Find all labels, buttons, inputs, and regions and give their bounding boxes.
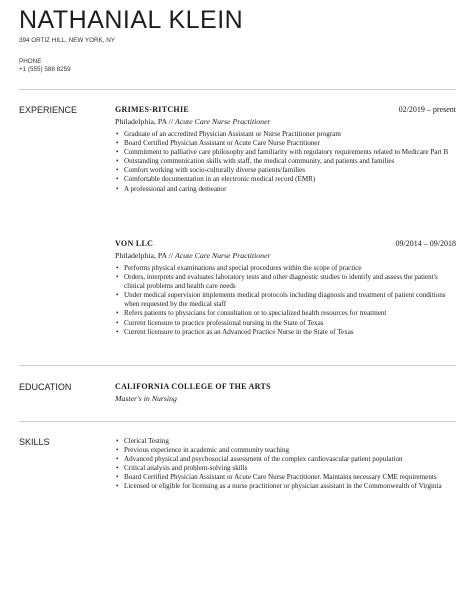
list-item: • Orders, interprets and evaluates laboratory tests and other diagnostic studies to identify and assess the patient's clinical problems and health care needs — [115, 273, 456, 291]
education-entry — [115, 382, 456, 404]
list-item: • Licensed or eligible for licensing as a nurse practitioner or physician assistant in the Commonwealth of Virginia — [115, 482, 456, 491]
section-title-experience: EXPERIENCE — [19, 105, 78, 115]
education-degree-text: Master's in Nursing — [115, 394, 177, 403]
job-company: VON LLC — [115, 239, 154, 248]
section-title-skills: SKILLS — [19, 437, 50, 447]
divider — [19, 421, 456, 422]
list-item: • Board Certified Physician Assistant or Acute Care Nurse Practitioner — [115, 139, 456, 148]
job-title: Acute Care Nurse Practitioner — [174, 251, 271, 260]
job-bullets — [115, 130, 456, 194]
job-entry — [115, 239, 456, 337]
job-location: Philadelphia, PA — [115, 117, 167, 126]
phone-number[interactable]: +1 (555) 588 8259 — [19, 66, 71, 73]
list-item: • Performs physical examinations and special procedures within the scope of practice — [115, 264, 456, 273]
list-item: • Clerical Testing — [115, 437, 456, 446]
list-item: • Outstanding communication skills with staff, the medical community, and patients and families — [115, 157, 456, 166]
job-separator: // — [166, 251, 175, 260]
job-company: GRIMES-RITCHIE — [115, 105, 189, 114]
list-item: • Comfort working with socio-culturally diverse patients/families — [115, 166, 456, 175]
education-degree — [115, 394, 456, 404]
job-separator: // — [166, 117, 175, 126]
list-item: • Graduate of an accredited Physician Assistant or Nurse Practitioner program — [115, 130, 456, 139]
job-location: Philadelphia, PA — [115, 251, 167, 260]
skills-bullets — [115, 437, 456, 492]
list-item: • Previous experience in academic and community teaching — [115, 446, 456, 455]
job-dates: 09/2014 – 09/2018 — [395, 239, 456, 248]
divider — [19, 365, 456, 366]
job-bullets — [115, 264, 456, 337]
list-item: • Commitment to palliative care philosophy and familiarity with regulatory requirements related to Medicare Part B — [115, 148, 456, 157]
list-item: • Current licensure to practice professional nursing in the State of Texas — [115, 319, 456, 328]
candidate-address: 394 ORTIZ HILL, NEW YORK, NY — [19, 37, 115, 44]
list-item: • Under medical supervision implements medical protocols including diagnosis and treatment of patient conditions when requested by the medical staff — [115, 291, 456, 309]
job-dates: 02/2019 – present — [398, 105, 456, 114]
list-item: • Advanced physical and psychosocial assessment of the complex cardiovascular patient population — [115, 455, 456, 464]
job-title: Acute Care Nurse Practitioner — [174, 117, 271, 126]
section-title-education: EDUCATION — [19, 382, 72, 392]
education-school: CALIFORNIA COLLEGE OF THE ARTS — [115, 382, 271, 391]
list-item: • Comfortable documentation in an electronic medical record (EMR) — [115, 175, 456, 184]
list-item: • A professional and caring demeanor — [115, 185, 456, 194]
list-item: • Refers patients to physicians for consultation or to specialized health resources for treatment — [115, 309, 456, 318]
job-entry — [115, 105, 456, 194]
job-subtitle — [115, 117, 456, 127]
list-item: • Board Certified Physician Assistant or Acute Care Nurse Practitioner. Maintains necessary CME requirements — [115, 473, 456, 482]
phone-label: PHONE — [19, 58, 42, 65]
candidate-name: NATHANIAL KLEIN — [19, 6, 244, 34]
list-item: • Critical analysis and problem-solving skills — [115, 464, 456, 473]
list-item: • Current licensure to practice as an Advanced Practice Nurse in the State of Texas — [115, 328, 456, 337]
job-subtitle — [115, 251, 456, 261]
divider — [19, 89, 456, 90]
skills-list — [115, 434, 456, 492]
